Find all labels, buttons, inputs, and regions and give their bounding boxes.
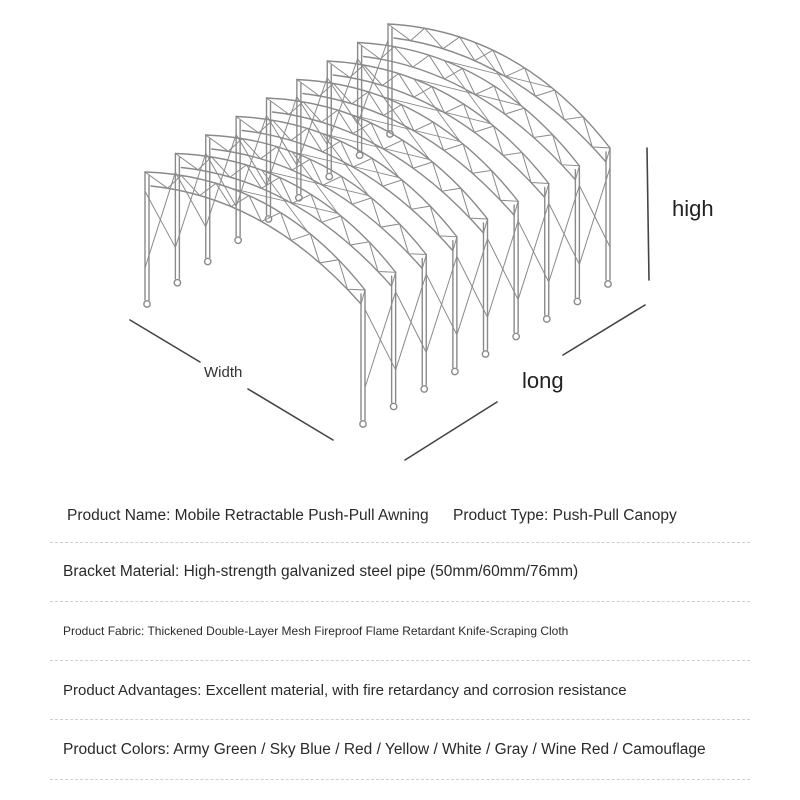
long-dimension-line [405, 402, 497, 460]
width-dimension-line [130, 320, 200, 362]
caster-wheel [513, 333, 519, 339]
caster-wheel [326, 173, 332, 179]
caster-wheel [421, 386, 427, 392]
spec-row-colors [50, 720, 750, 780]
caster-wheel [544, 316, 550, 322]
roof-cross-brace [414, 79, 521, 106]
caster-wheel [452, 368, 458, 374]
roof-cross-brace [444, 61, 551, 88]
caster-wheel [574, 298, 580, 304]
spec-row-advantages [50, 661, 750, 720]
caster-wheel [360, 421, 366, 427]
caster-wheel [390, 403, 396, 409]
caster-wheel [605, 281, 611, 287]
caster-wheel [482, 351, 488, 357]
width-dimension-line [248, 389, 333, 440]
spec-row-bracket [50, 543, 750, 602]
product-type: Product Type: Push-Pull Canopy [453, 507, 677, 524]
spec-row-name-type [50, 488, 750, 543]
length-label: long [522, 368, 564, 393]
long-dimension-line [563, 305, 645, 355]
height-dimension-line [647, 148, 649, 280]
spec-row-fabric [50, 602, 750, 661]
product-advantages: Product Advantages: Excellent material, with fire retardancy and corrosion resistance [63, 681, 627, 699]
product-name: Product Name: Mobile Retractable Push-Pull Awning [67, 507, 429, 524]
caster-wheel [235, 237, 241, 243]
dimension-lines [130, 148, 649, 460]
arch-inner-chord [151, 186, 361, 304]
caster-wheel [356, 152, 362, 158]
bracket-material: Bracket Material: High-strength galvanized steel pipe (50mm/60mm/76mm) [63, 563, 579, 580]
product-colors: Product Colors: Army Green / Sky Blue / Red / Yellow / White / Gray / Wine Red / Camouflage [63, 740, 706, 758]
product-fabric: Product Fabric: Thickened Double-Layer Mesh Fireproof Flame Retardant Knife-Scraping Cloth [63, 624, 569, 638]
caster-wheel [144, 301, 150, 307]
width-label: Width [204, 364, 243, 381]
caster-wheel [174, 280, 180, 286]
caster-wheel [205, 258, 211, 264]
height-label: high [672, 196, 714, 221]
